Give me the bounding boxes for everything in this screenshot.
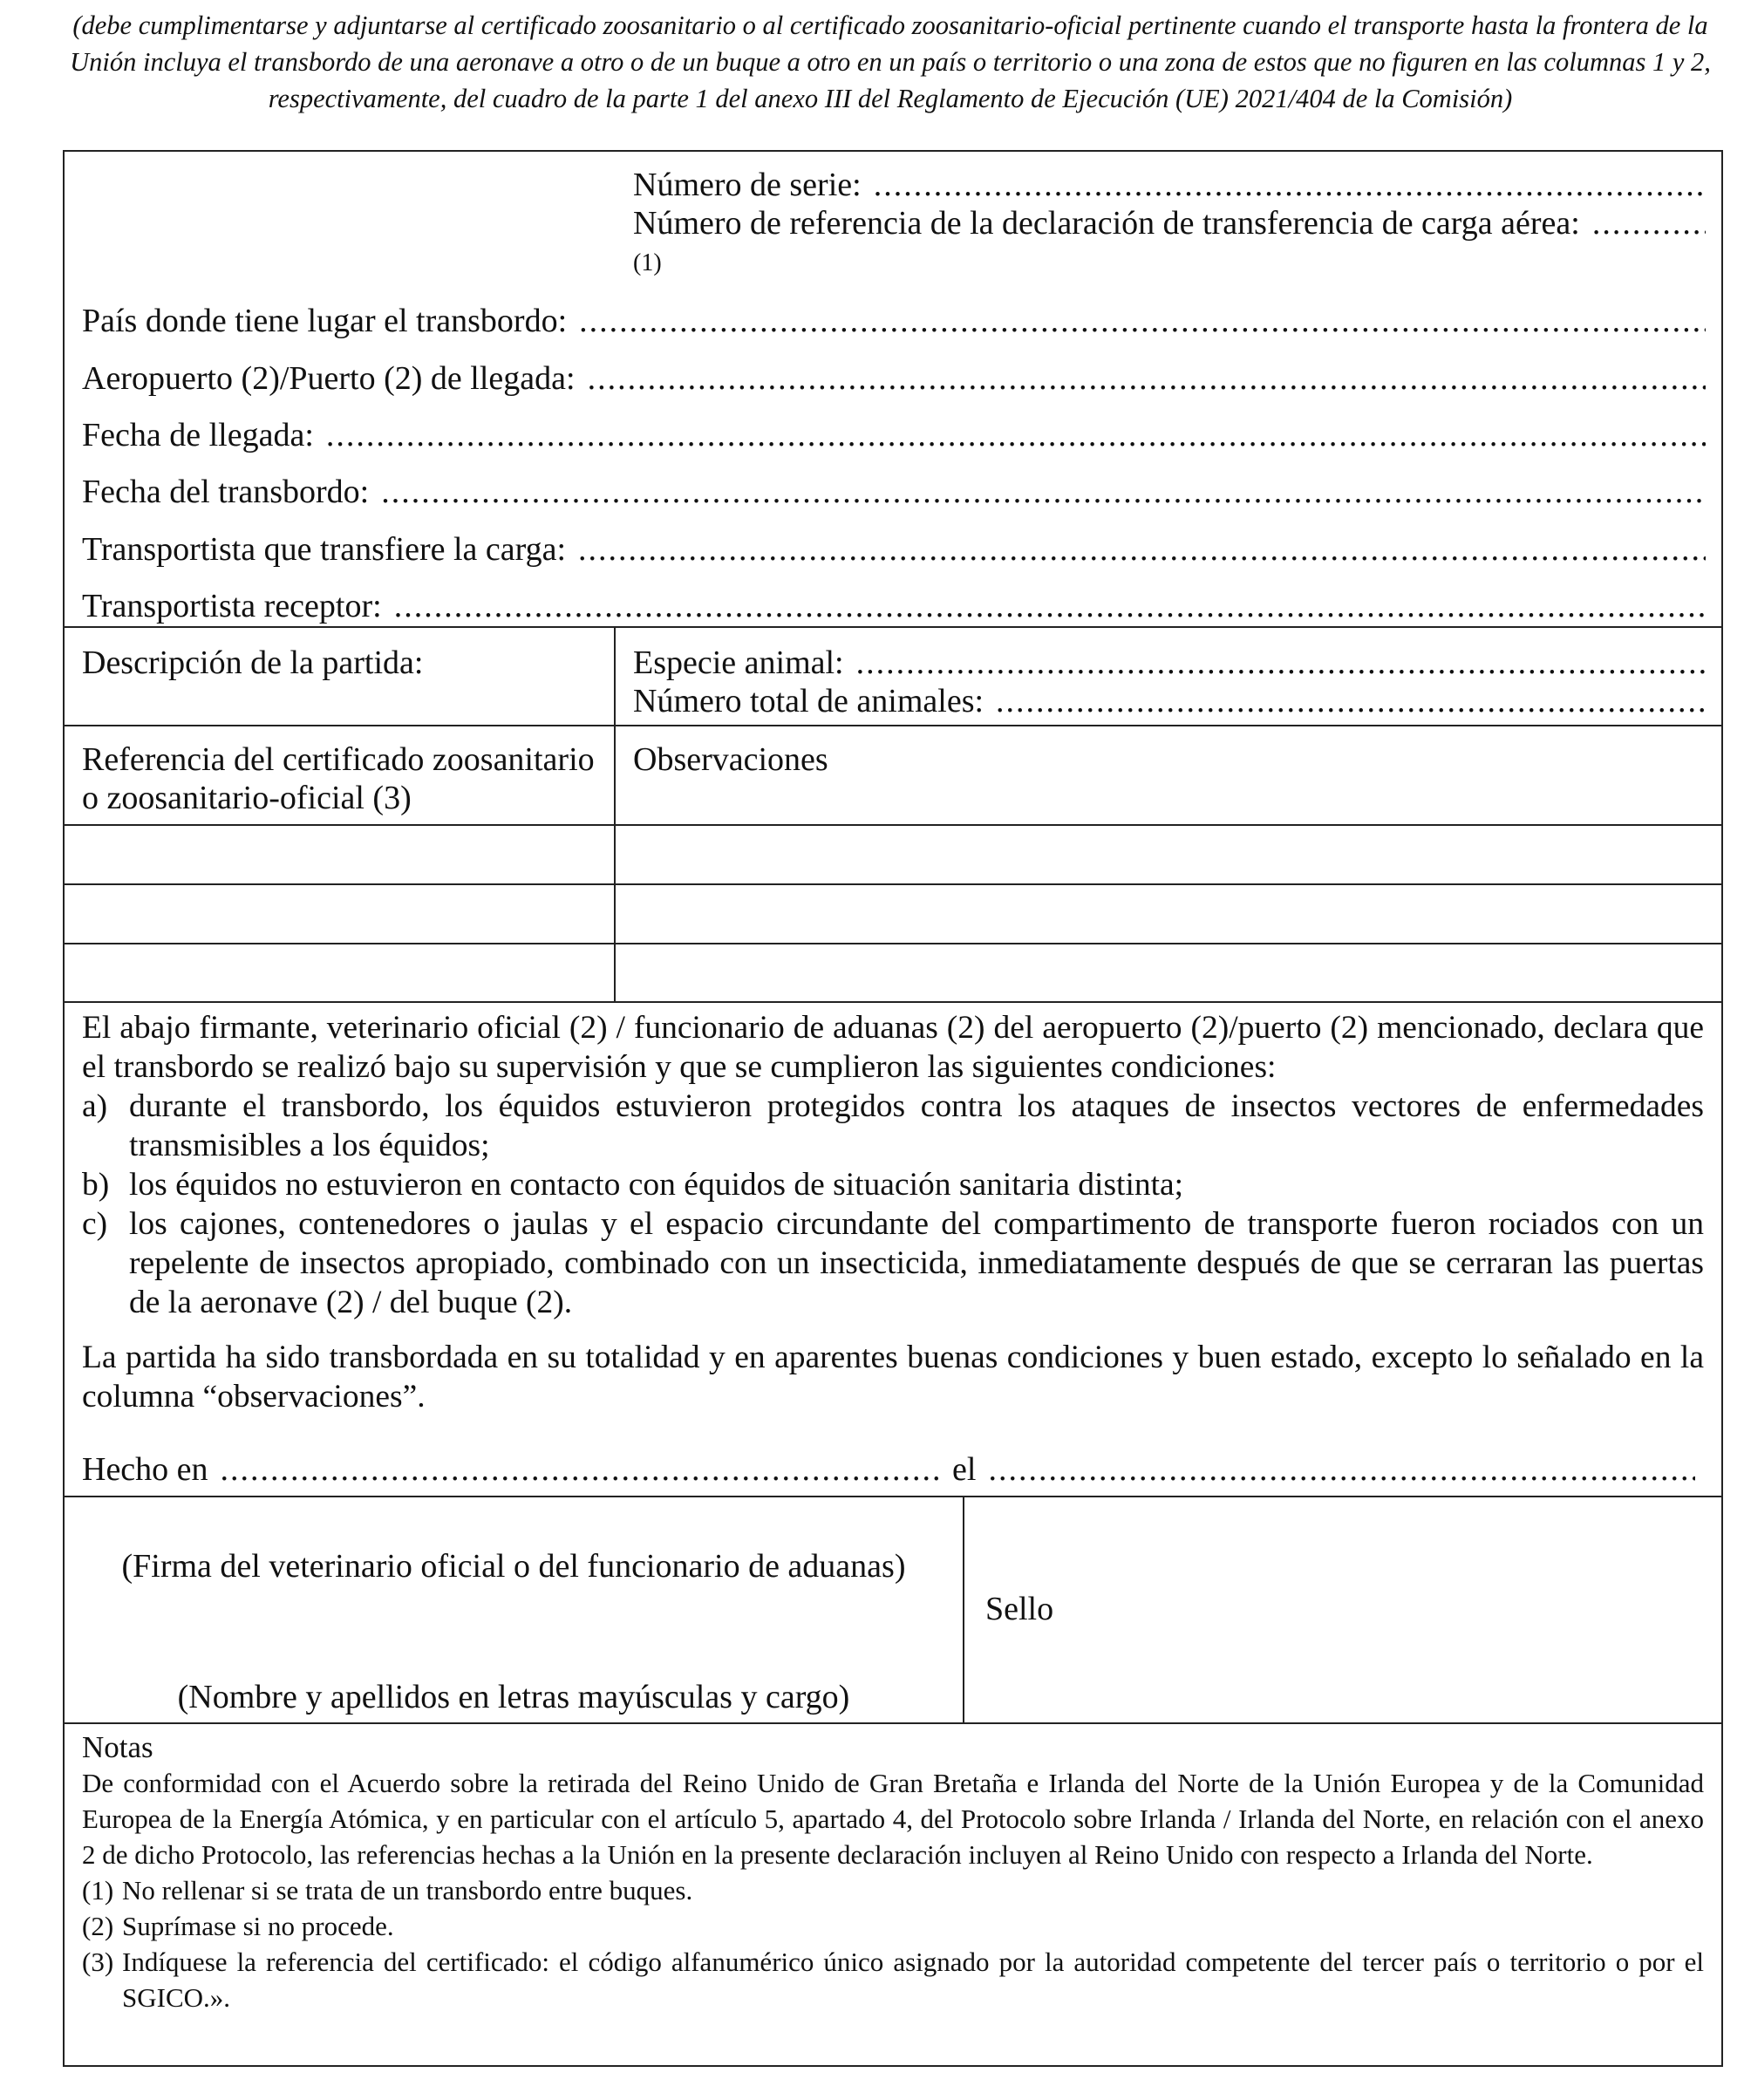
- arrival-airport-label: Aeropuerto (2)/Puerto (2) de llegada:: [82, 360, 576, 397]
- divider: [63, 725, 1723, 726]
- total-animals-field[interactable]: [633, 682, 1706, 720]
- animal-species-field[interactable]: [633, 644, 1706, 682]
- consignment-description-label: Descripción de la partida:: [82, 644, 424, 681]
- country-field[interactable]: [82, 302, 1706, 340]
- list-item: [82, 1087, 1704, 1165]
- total-animals-label: Número total de animales:: [633, 683, 984, 719]
- transferring-carrier-label: Transportista que transfiere la carga:: [82, 531, 567, 568]
- signature-line[interactable]: [82, 1516, 945, 1542]
- date-field[interactable]: [952, 1450, 1695, 1489]
- country-label: País donde tiene lugar el transbordo:: [82, 303, 568, 339]
- divider: [63, 1001, 1723, 1003]
- receiving-carrier-field[interactable]: [82, 587, 1706, 625]
- declaration-section: [82, 1008, 1704, 1416]
- observations-header: Observaciones: [633, 741, 828, 778]
- name-caption: (Nombre y apellidos en letras mayúsculas y cargo): [177, 1679, 850, 1715]
- receiving-carrier-label: Transportista receptor:: [82, 588, 382, 624]
- item-text: los cajones, contenedores o jaulas y el espacio circundante del compartimento de transporte fueron rociados con un repelente de insectos apropiado, combinado con un insecticida, inmediatamente después de que se cerraran las puertas de la aeronave (2) / del buque (2).: [129, 1206, 1704, 1320]
- intro-note: (debe cumplimentarse y adjuntarse al certificado zoosanitario o al certificado zoosanitario-oficial pertinente cuando el transporte hasta la frontera de la Unión incluya el transbordo de una aeronave a otro o de un buque a otro en un país o territorio o una zona de estos que no figuren en las columnas 1 y 2, respectivamente, del cuadro de la parte 1 del anexo III del Reglamento de Ejecución (UE) 2021/404 de la Comisión): [70, 10, 1711, 113]
- declaration-closing: La partida ha sido transbordada en su totalidad y en aparentes buenas condiciones y buen estado, excepto lo señalado en la columna “observaciones”.: [82, 1340, 1704, 1415]
- serial-number-label: Número de serie:: [633, 167, 862, 203]
- divider: [963, 1496, 964, 1722]
- footnote-text: No rellenar si se trata de un transbordo entre buques.: [122, 1875, 693, 1906]
- item-label: a): [82, 1088, 108, 1124]
- done-at-field[interactable]: [82, 1450, 944, 1489]
- declaration-intro: El abajo firmante, veterinario oficial (2) / funcionario de aduanas (2) del aeropuerto (2)/puerto (2) mencionado, declara que el transbordo se realizó bajo su supervisión y que se cumplieron las siguientes condiciones:: [82, 1010, 1704, 1085]
- footnote-label: (3): [82, 1947, 114, 1977]
- stamp-label: Sello: [985, 1591, 1054, 1627]
- footnote: [82, 1908, 1704, 1944]
- item-text: los équidos no estuvieron en contacto con équidos de situación sanitaria distinta;: [129, 1167, 1184, 1203]
- animal-species-label: Especie animal:: [633, 644, 844, 681]
- transshipment-date-label: Fecha del transbordo:: [82, 474, 370, 510]
- certificate-reference-header: Referencia del certificado zoosanitario o zoosanitario-oficial (3): [82, 741, 595, 816]
- notes-title: Notas: [82, 1730, 153, 1764]
- list-item: [82, 1165, 1704, 1204]
- footnote: [82, 1872, 1704, 1908]
- footnote-label: (2): [82, 1911, 114, 1941]
- item-text: durante el transbordo, los équidos estuvieron protegidos contra los ataques de insectos vectores de enfermedades transmisibles a los équidos;: [129, 1088, 1704, 1163]
- footnote-label: (1): [82, 1875, 114, 1906]
- table-row[interactable]: [65, 944, 1721, 1001]
- item-label: b): [82, 1167, 110, 1203]
- divider: [63, 626, 1723, 628]
- done-at-label: Hecho en: [82, 1451, 208, 1488]
- air-cargo-reference-label: Número de referencia de la declaración de transferencia de carga aérea:: [633, 205, 1580, 242]
- notes-section: [82, 1730, 1704, 2015]
- notes-paragraph: De conformidad con el Acuerdo sobre la retirada del Reino Unido de Gran Bretaña e Irlanda del Norte de la Unión Europea y de la Comunidad Europea de la Energía Atómica, y en particular con el artículo 5, apartado 4, del Protocolo sobre Irlanda / Irlanda del Norte, en relación con el anexo 2 de dicho Protocolo, las referencias hechas a la Unión en la presente declaración incluyen al Reino Unido con respecto a Irlanda del Norte.: [82, 1768, 1704, 1870]
- list-item: [82, 1204, 1704, 1322]
- air-cargo-reference-note: (1): [633, 249, 662, 276]
- footnote-text: Suprímase si no procede.: [122, 1911, 394, 1941]
- table-row[interactable]: [65, 885, 1721, 943]
- arrival-date-field[interactable]: [82, 416, 1706, 454]
- signature-caption: (Firma del veterinario oficial o del funcionario de aduanas): [121, 1548, 906, 1585]
- transferring-carrier-field[interactable]: [82, 530, 1706, 569]
- arrival-airport-field[interactable]: [82, 359, 1706, 398]
- transshipment-date-field[interactable]: [82, 473, 1706, 511]
- footnote-text: Indíquese la referencia del certificado: el código alfanumérico único asignado por la autoridad competente del tercer país o territorio o por el SGICO.».: [122, 1947, 1704, 2013]
- divider: [63, 1722, 1723, 1724]
- item-label: c): [82, 1206, 108, 1242]
- serial-number-field[interactable]: [633, 166, 1706, 204]
- divider: [63, 1496, 1723, 1497]
- footnote: [82, 1944, 1704, 2015]
- table-row[interactable]: [65, 826, 1721, 883]
- date-label: el: [952, 1451, 977, 1488]
- arrival-date-label: Fecha de llegada:: [82, 417, 314, 453]
- air-cargo-reference-field[interactable]: [633, 204, 1706, 242]
- name-line[interactable]: [82, 1647, 945, 1673]
